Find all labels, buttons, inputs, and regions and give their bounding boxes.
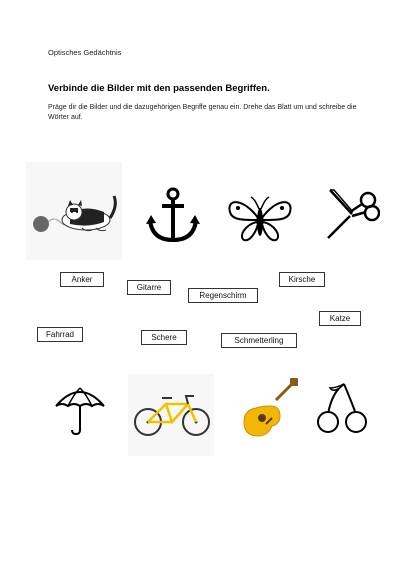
word-card-katze: Katze [319,311,361,326]
anchor-image [142,186,204,246]
word-card-fahrrad: Fahrrad [37,327,83,342]
word-card-regenschirm: Regenschirm [188,288,258,303]
butterfly-image [224,192,296,248]
worksheet-title: Verbinde die Bilder mit den passenden Begriffen. [48,83,270,94]
word-card-schmetterling: Schmetterling [221,333,297,348]
worksheet-instruction: Präge dir die Bilder und die dazugehörigen Begriffe genau ein. Drehe das Blatt um und schreibe die Wörter auf. [48,104,357,121]
bicycle-image [128,374,214,456]
scissors-image [322,186,380,242]
guitar-image [240,378,302,440]
word-card-anker: Anker [60,272,104,287]
cat-image [26,162,122,260]
word-card-schere: Schere [141,330,187,345]
cherries-image [312,380,374,438]
word-card-kirsche: Kirsche [279,272,325,287]
word-card-gitarre: Gitarre [127,280,171,295]
umbrella-image [52,384,108,438]
worksheet-header: Optisches Gedächtnis [48,48,122,57]
